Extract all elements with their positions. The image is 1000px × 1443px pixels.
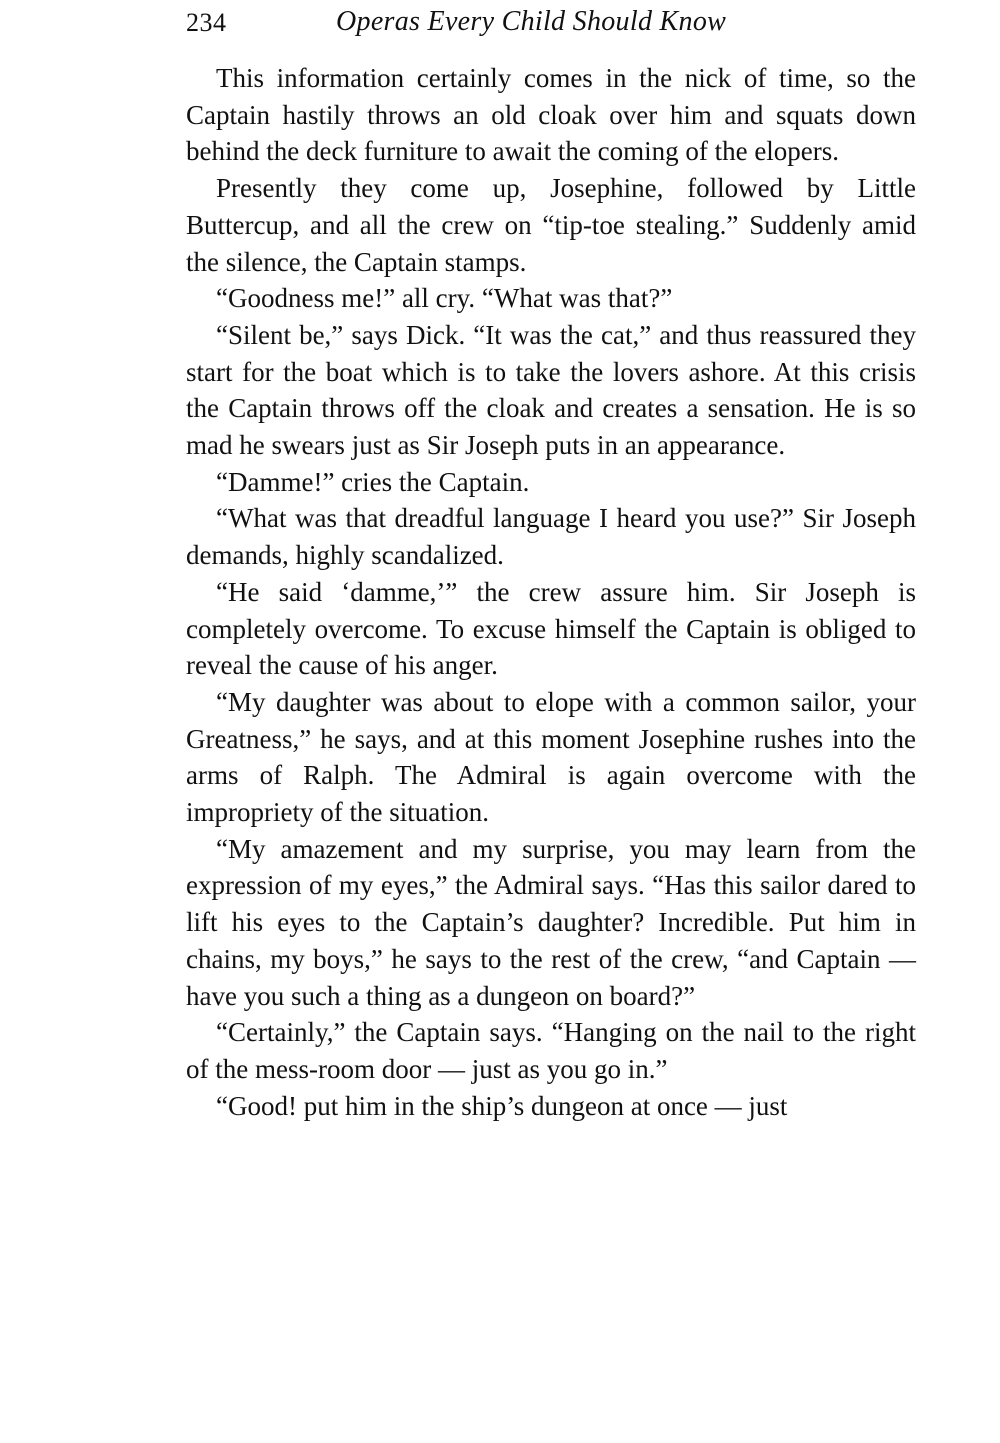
paragraph-3: “Goodness me!” all cry. “What was that?”: [216, 283, 673, 314]
paragraph-8: “My daughter was about to elope with a common sailor, your Greatness,” he says, and at this moment Josephine rushes into the arms of Ralph. The Admiral is again overcome with the impropriety of the situation.: [186, 686, 916, 828]
paragraph-1: This information certainly comes in the nick of time, so the Captain hastily throws an old cloak over him and squats down behind the deck furniture to await the coming of the elopers.: [186, 63, 916, 167]
page-number: 234: [186, 8, 227, 37]
paragraph-2: Presently they come up, Josephine, followed by Little Buttercup, and all the crew on “tip-toe stealing.” Suddenly amid the silence, the Captain stamps.: [186, 173, 916, 277]
paragraph-6: “What was that dreadful language I heard you use?” Sir Joseph demands, highly scandalized.: [186, 503, 916, 571]
paragraph-11: “Good! put him in the ship’s dungeon at once — just: [216, 1090, 788, 1121]
paragraph-9: “My amazement and my surprise, you may learn from the expression of my eyes,” the Admiral says. “Has this sailor dared to lift his eyes to the Captain’s daughter? Incredible. Put him in chains, my boys,” he says to the rest of the crew, “and Captain — have you such a thing as a dungeon on board?”: [186, 833, 916, 1011]
paragraph-5: “Damme!” cries the Captain.: [216, 466, 530, 497]
running-head: [186, 0, 916, 60]
running-title: Operas Every Child Should Know: [336, 6, 727, 37]
paragraph-10: “Certainly,” the Captain says. “Hanging on the nail to the right of the mess-room door — just as you go in.”: [186, 1017, 916, 1084]
body-text: [186, 60, 916, 1124]
paragraph-7: “He said ‘damme,’” the crew assure him. Sir Joseph is completely overcome. To excuse himself the Captain is obliged to reveal the cause of his anger.: [186, 576, 916, 681]
book-page: [186, 0, 916, 1124]
paragraph-4: “Silent be,” says Dick. “It was the cat,” and thus reassured they start for the boat which is to take the lovers ashore. At this crisis the Captain throws off the cloak and creates a sensation. He is so mad he swears just as Sir Joseph puts in an appearance.: [186, 319, 916, 461]
